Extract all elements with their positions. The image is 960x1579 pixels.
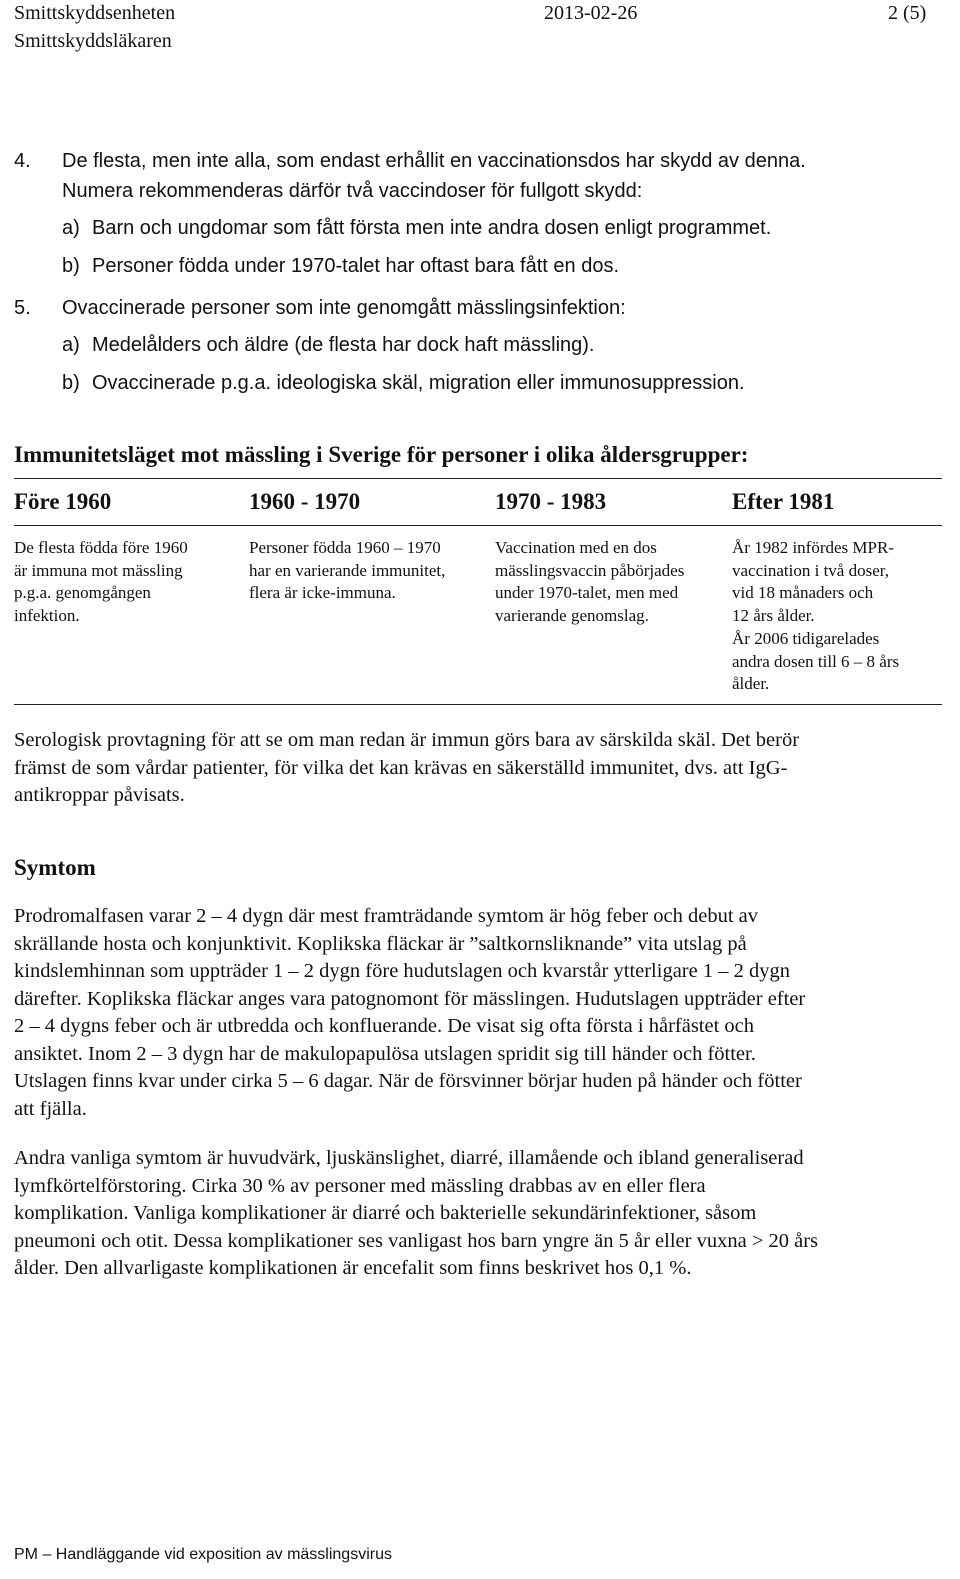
serology-paragraph: Serologisk provtagning för att se om man redan är immun görs bara av särskilda skäl. Det berör främst de som vårdar patienter, för vilka det kan krävas en säkerställd immunitet, dvs. att IgG- antikroppar påvisats. bbox=[14, 729, 800, 806]
symptoms-paragraph-1: Prodromalfasen varar 2 – 4 dygn där mest framträdande symtom är hög feber och debut av skrällande hosta och konjunktivit. Koplikska fläckar är ”saltkornsliknande” vita utslag på kindslemhinnan som uppträder 1 – 2 dygn före hudutslagen och kvarstår ytterligare 1 – 2 dygn därefter. Koplikska fläckar anges vara patognomont för mässlingen. Hudutslagen uppträder efter 2 – 4 dygns feber och är utbredda och konfluerande. De visat sig ofta första i hårfästet och ansiktet. Inom 2 – 3 dygn har de makulopapulösa utslagen spridit sig till händer och fötter. Utslagen finns kvar under cirka 5 – 6 dagar. När de försvinner börjar huden på händer och fötter att fjälla. bbox=[14, 905, 806, 1120]
table-header-after-1981: Efter 1981 bbox=[732, 489, 835, 514]
header-page-number: 2 (5) bbox=[888, 2, 927, 24]
section-heading-symtom: Symtom bbox=[14, 855, 96, 880]
table-header-1970-1983: 1970 - 1983 bbox=[495, 489, 607, 514]
table-cell-after-1981: År 1982 infördes MPR- vaccination i två doser, vid 18 månaders och 12 års ålder. År 2006 tidigarelades andra dosen till 6 – 8 års ålder. bbox=[732, 538, 900, 694]
list-item-4b-label: b) bbox=[62, 255, 80, 277]
symptoms-paragraph-2: Andra vanliga symtom är huvudvärk, ljuskänslighet, diarré, illamående och ibland generaliserad lymfkörtelförstoring. Cirka 30 % av personer med mässling drabbas av en eller flera komplikation. Vanliga komplikationer är diarré och bakterielle sekundärinfektioner, såsom pneumoni och otit. Dessa komplikationer ses vanligast hos barn yngre än 5 år eller vuxna > 20 års ålder. Den allvarligaste komplikationen är encefalit som finns beskrivet hos 0,1 %. bbox=[14, 1147, 819, 1279]
list-item-5a-text: Medelålders och äldre (de flesta har dock haft mässling). bbox=[92, 334, 595, 356]
list-item-5a-label: a) bbox=[62, 334, 80, 356]
list-item-4-number: 4. bbox=[14, 150, 31, 172]
list-item-4-line2: Numera rekommenderas därför två vaccindoser för fullgott skydd: bbox=[62, 180, 643, 202]
list-item-4a-label: a) bbox=[62, 217, 80, 239]
table-cell-1960-1970: Personer födda 1960 – 1970 har en varierande immunitet, flera är icke-immuna. bbox=[249, 538, 446, 603]
list-item-4-line1: De flesta, men inte alla, som endast erhållit en vaccinationsdos har skydd av denna. bbox=[62, 150, 806, 172]
list-item-5b-text: Ovaccinerade p.g.a. ideologiska skäl, migration eller immunosuppression. bbox=[92, 372, 745, 394]
table-header-before-1960: Före 1960 bbox=[14, 489, 112, 514]
list-item-4a-text: Barn och ungdomar som fått första men inte andra dosen enligt programmet. bbox=[92, 217, 772, 239]
table-header-1960-1970: 1960 - 1970 bbox=[249, 489, 361, 514]
list-item-4b-text: Personer födda under 1970-talet har oftast bara fått en dos. bbox=[92, 255, 620, 277]
table-cell-before-1960: De flesta födda före 1960 är immuna mot mässling p.g.a. genomgången infektion. bbox=[14, 538, 188, 626]
page-footer: PM – Handläggande vid exposition av mässlingsvirus bbox=[14, 1546, 392, 1563]
list-item-5b-label: b) bbox=[62, 372, 80, 394]
table-header-rule bbox=[14, 525, 942, 526]
list-item-5-number: 5. bbox=[14, 297, 31, 319]
table-title: Immunitetsläget mot mässling i Sverige för personer i olika åldersgrupper: bbox=[14, 442, 749, 467]
table-cell-1970-1983: Vaccination med en dos mässlingsvaccin påbörjades under 1970-talet, men med varierande genomslag. bbox=[495, 538, 685, 626]
header-date: 2013-02-26 bbox=[544, 2, 638, 24]
header-role: Smittskyddsläkaren bbox=[14, 30, 172, 52]
header-org: Smittskyddsenheten bbox=[14, 2, 176, 24]
list-item-5-line1: Ovaccinerade personer som inte genomgått mässlingsinfektion: bbox=[62, 297, 626, 319]
table-top-rule bbox=[14, 478, 942, 479]
table-bottom-rule bbox=[14, 704, 942, 705]
